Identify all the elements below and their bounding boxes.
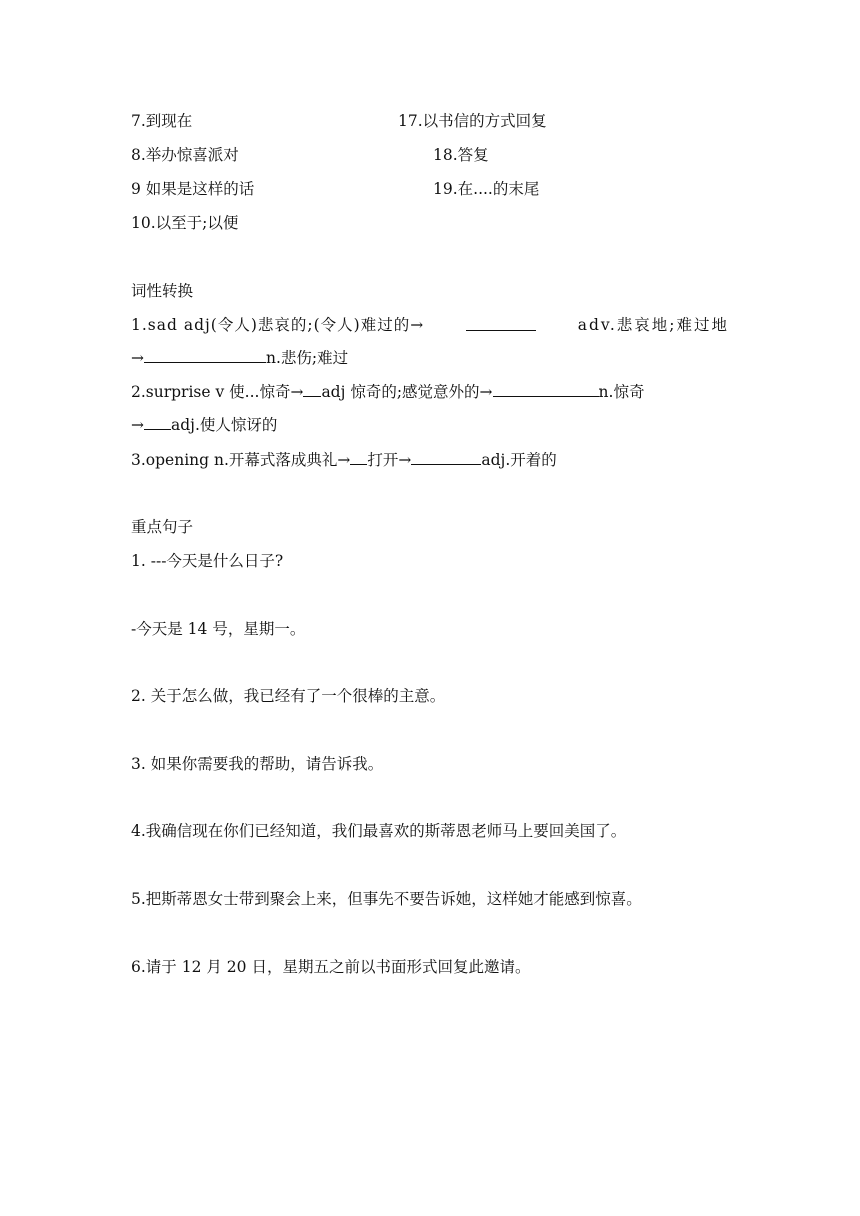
key-sentence-5: 5.把斯蒂恩女士带到聚会上来，但事先不要告诉她，这样她才能感到惊喜。: [131, 890, 642, 908]
word-form-2-text-a: 2.surprise v 使...惊奇→: [131, 383, 304, 401]
word-form-1-text-a: 1.sad adj(令人)悲哀的;(令人)难过的→: [131, 316, 425, 334]
word-form-item-2-line-2: [131, 414, 277, 435]
key-sentence-1-answer: -今天是 14 号，星期一。: [131, 620, 306, 638]
key-sentence-6: 6.请于 12 月 20 日，星期五之前以书面形式回复此邀请。: [131, 958, 531, 976]
word-form-1-arrow: →: [131, 349, 144, 367]
word-form-1-blank-2[interactable]: [144, 347, 266, 363]
phrase-8: 8.举办惊喜派对: [131, 146, 239, 164]
word-form-3-blank-2[interactable]: [411, 449, 481, 465]
word-form-2-blank-3[interactable]: [144, 414, 171, 430]
key-sentence-1-question: 1. ---今天是什么日子?: [131, 552, 284, 570]
word-form-2-text-d: adj.使人惊讶的: [171, 416, 278, 434]
word-form-1-text-b: adv.悲哀地;难过地: [577, 316, 729, 334]
phrase-19: 19.在....的末尾: [433, 180, 540, 198]
phrase-9: 9 如果是这样的话: [131, 180, 255, 198]
word-form-2-blank-2[interactable]: [493, 381, 599, 397]
word-form-2-blank-1[interactable]: [303, 381, 321, 397]
key-sentence-4: 4.我确信现在你们已经知道，我们最喜欢的斯蒂恩老师马上要回美国了。: [131, 822, 627, 840]
key-sentence-3: 3. 如果你需要我的帮助，请告诉我。: [131, 755, 384, 773]
word-form-item-1-line-2: [131, 347, 348, 368]
phrase-10: 10.以至于;以便: [131, 214, 239, 232]
word-forms-heading: 词性转换: [131, 282, 194, 300]
word-form-2-arrow: →: [131, 416, 144, 434]
key-sentence-2: 2. 关于怎么做，我已经有了一个很棒的主意。: [131, 687, 446, 705]
word-form-3-text-c: adj.开着的: [481, 451, 557, 469]
word-form-item-2-line-1: [131, 381, 644, 402]
phrase-18: 18.答复: [433, 146, 489, 164]
word-form-3-text-b: 打开→: [367, 451, 412, 469]
word-form-2-text-b: adj 惊奇的;感觉意外的→: [321, 383, 493, 401]
word-form-3-text-a: 3.opening n.开幕式落成典礼→: [131, 451, 351, 469]
key-sentences-heading: 重点句子: [131, 518, 194, 536]
word-form-3-blank-1[interactable]: [350, 449, 367, 465]
word-form-item-3: [131, 449, 557, 470]
word-form-1-text-c: n.悲伤;难过: [266, 349, 349, 367]
word-form-item-1-line-1: [131, 315, 729, 335]
phrase-7: 7.到现在: [131, 112, 193, 130]
word-form-1-blank-1[interactable]: [466, 315, 536, 331]
phrase-17: 17.以书信的方式回复: [398, 112, 547, 130]
word-form-2-text-c: n.惊奇: [598, 383, 645, 401]
